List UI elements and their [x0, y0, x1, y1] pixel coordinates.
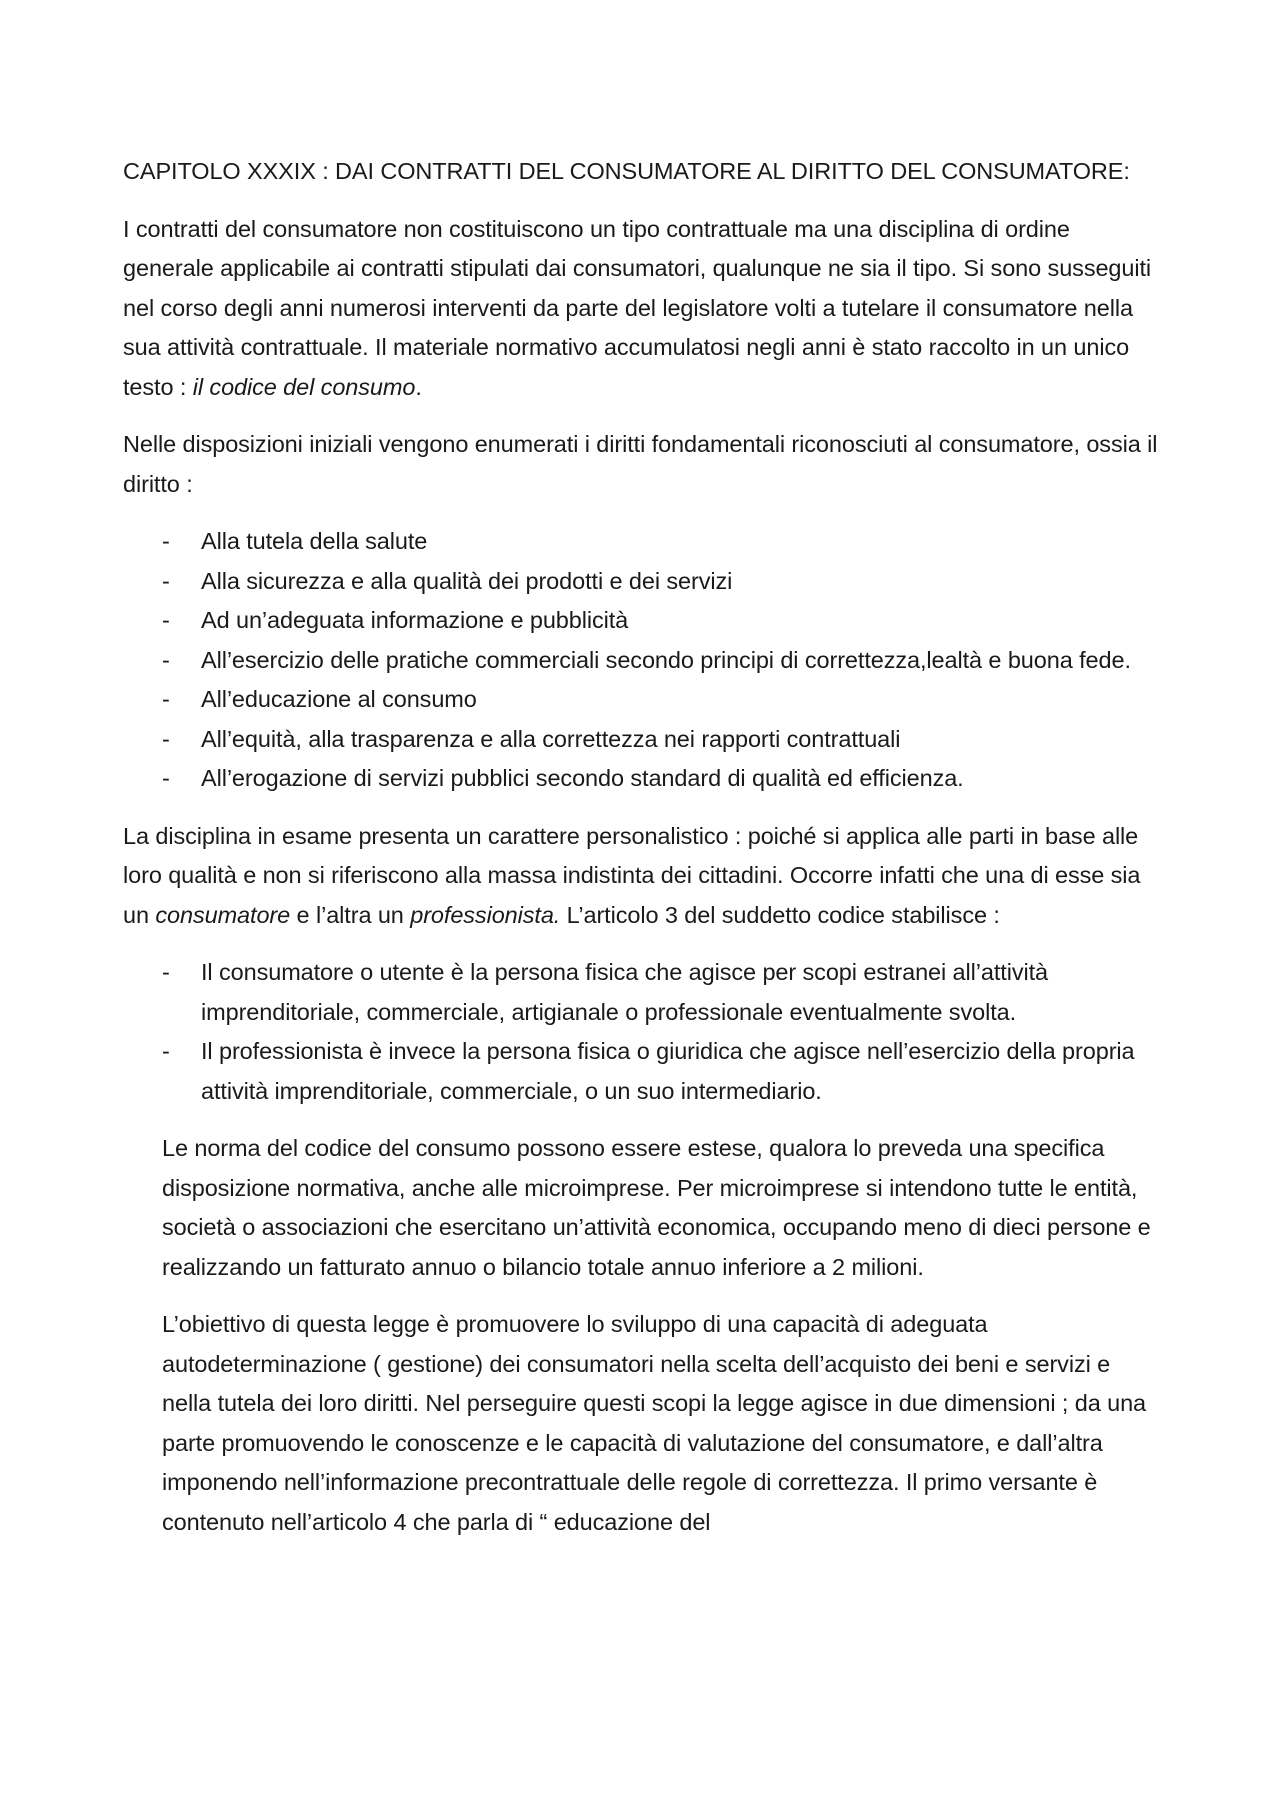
term-consumatore: consumatore	[155, 901, 291, 928]
dash-marker: -	[162, 959, 170, 985]
list-item: - All’erogazione di servizi pubblici secondo standard di qualità ed efficienza.	[123, 759, 1163, 799]
paragraph-intro-italic: il codice del consumo	[192, 373, 416, 400]
dash-marker: -	[162, 607, 170, 633]
rights-list	[123, 522, 1163, 799]
paragraph-intro-end: .	[415, 373, 422, 400]
paragraph-intro	[123, 210, 1163, 408]
dash-marker: -	[162, 567, 170, 594]
paragraph-obiettivo: L’obiettivo di questa legge è promuovere lo sviluppo di una capacità di adeguata autodeterminazione ( gestione) dei consumatori nella scelta dell’acquisto dei beni e servizi e nella tutela dei loro diritti. Nel perseguire questi scopi la legge agisce in due dimensioni ; da una parte promuovendo le conoscenze e le capacità di valutazione del consumatore, e dall’altra imponendo nell’informazione precontrattuale delle regole di correttezza. Il primo versante è contenuto nell’articolo 4 che parla di “ educazione del	[162, 1311, 1147, 1535]
list-item: - Il consumatore o utente è la persona fisica che agisce per scopi estranei all’attività imprenditoriale, commerciale, artigianale o professionale eventualmente svolta.	[123, 953, 1163, 1032]
dash-marker: -	[162, 1038, 170, 1064]
list-item: - Alla sicurezza e alla qualità dei prodotti e dei servizi	[123, 562, 1163, 602]
definitions-list	[123, 953, 1163, 1111]
dash-marker: -	[162, 686, 170, 712]
dash-marker: -	[162, 646, 170, 673]
list-item: - All’esercizio delle pratiche commerciali secondo principi di correttezza,lealtà e buona fede.	[123, 641, 1163, 681]
list-item: - Alla tutela della salute	[123, 522, 1163, 562]
list-item: - Il professionista è invece la persona fisica o giuridica che agisce nell’esercizio della propria attività imprenditoriale, commerciale, o un suo intermediario.	[123, 1032, 1163, 1111]
term-professionista: professionista.	[410, 901, 561, 928]
paragraph-rights-intro: Nelle disposizioni iniziali vengono enumerati i diritti fondamentali riconosciuti al consumatore, ossia il diritto :	[123, 431, 1158, 497]
dash-marker: -	[162, 765, 170, 791]
paragraph-intro-text: I contratti del consumatore non costituiscono un tipo contrattuale ma una disciplina di ordine generale applicabile ai contratti stipulati dai consumatori, qualunque ne sia il tipo. Si sono susseguiti nel corso degli anni numerosi interventi da parte del legislatore volti a tutelare il consumatore nella sua attività contrattuale. Il materiale normativo accumulatosi negli anni è stato raccolto in un unico testo :	[123, 215, 1152, 400]
list-item: - All’educazione al consumo	[123, 680, 1163, 720]
dash-marker: -	[162, 725, 170, 752]
list-item: - All’equità, alla trasparenza e alla correttezza nei rapporti contrattuali	[123, 720, 1163, 760]
paragraph-microimprese: Le norma del codice del consumo possono essere estese, qualora lo preveda una specifica disposizione normativa, anche alle microimprese. Per microimprese si intendono tutte le entità, società o associazioni che esercitano un’attività economica, occupando meno di dieci persone e realizzando un fatturato annuo o bilancio totale annuo inferiore a 2 milioni.	[162, 1135, 1151, 1280]
document-page	[123, 152, 1163, 1560]
dash-marker: -	[162, 528, 170, 554]
chapter-heading: CAPITOLO XXXIX : DAI CONTRATTI DEL CONSUMATORE AL DIRITTO DEL CONSUMATORE:	[123, 158, 1130, 184]
list-item: - Ad un’adeguata informazione e pubblicità	[123, 601, 1163, 641]
paragraph-personalistic: La disciplina in esame presenta un carattere personalistico : poiché si applica alle parti in base alle loro qualità e non si riferiscono alla massa indistinta dei cittadini. Occorre infatti che una di esse sia un consumatore e l’altra un professionista. L’articolo 3 del suddetto codice stabilisce :	[123, 822, 1141, 928]
